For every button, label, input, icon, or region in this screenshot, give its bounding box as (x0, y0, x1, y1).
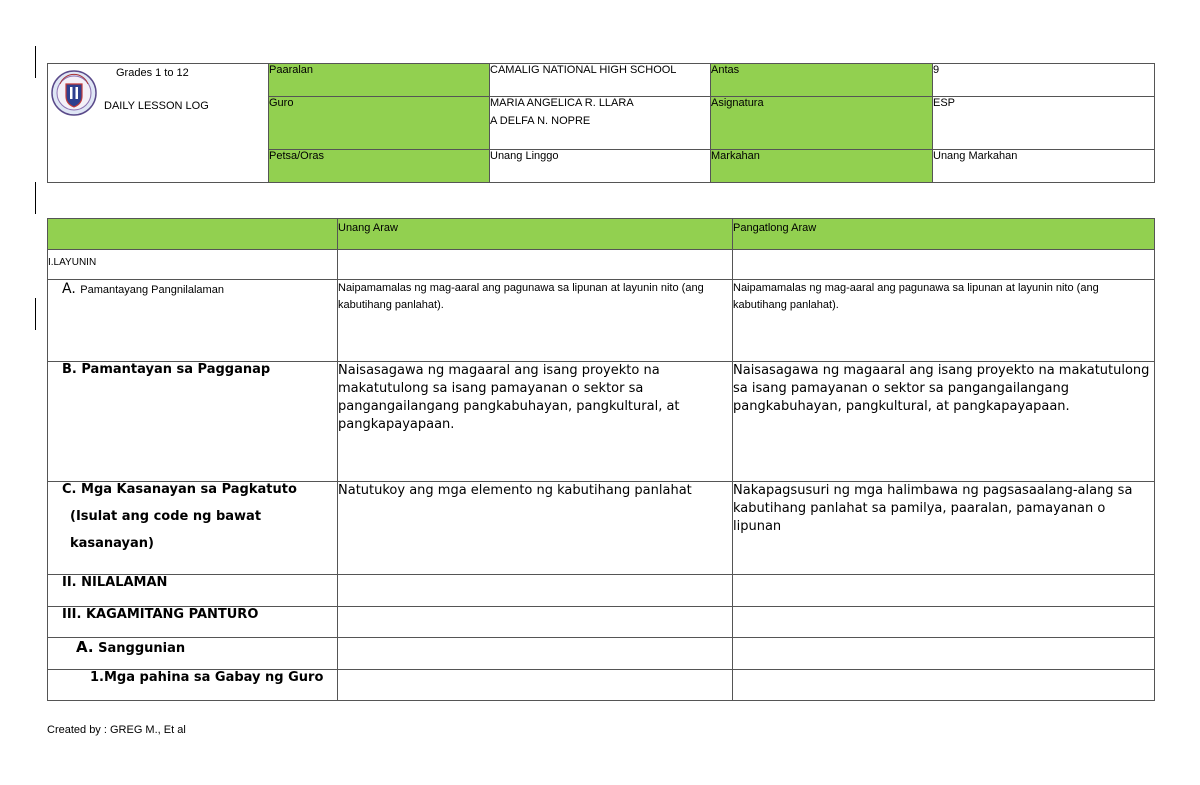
row-a-text: Pamantayang Pangnilalaman (80, 284, 224, 296)
sanggunian-letter: A. (76, 638, 94, 656)
layunin-heading: I.LAYUNIN (48, 250, 338, 280)
row-c-col2: Nakapagsusuri ng mga halimbawa ng pagsasaalang-alang sa kabutihang panlahat sa pamilya, paaralan, pamayanan o lipunan (733, 482, 1155, 575)
row-a-col1: Naipamamalas ng mag-aaral ang pagunawa sa lipunan at layunin nito (ang kabutihang panlahat). (338, 280, 733, 362)
row-a-letter: A. (62, 281, 76, 297)
col-header-unang-araw: Unang Araw (338, 219, 733, 250)
guro-value-line-2: A DELFA N. NOPRE (490, 115, 591, 127)
kagamitan-col2 (733, 607, 1155, 638)
nilalaman-col2 (733, 575, 1155, 607)
guro-value (490, 97, 711, 150)
guro-label: Guro (269, 97, 490, 150)
sanggunian-heading (48, 638, 338, 670)
layunin-col2 (733, 250, 1155, 280)
row-c-title: C. Mga Kasanayan sa Pagkatuto (62, 482, 297, 497)
row-b-label: B. Pamantayan sa Pagganap (48, 362, 338, 482)
corner-header-cell (48, 219, 338, 250)
grades-label: Grades 1 to 12 (116, 67, 189, 79)
margin-mark (35, 182, 36, 214)
row-b-col1: Naisasagawa ng magaaral ang isang proyekto na makatutulong sa isang pamayanan o sektor sa pangangailangang pangkabuhayan, pangkultural, at pangkapayapaan. (338, 362, 733, 482)
asignatura-value: ESP (933, 97, 1155, 150)
lesson-table (47, 218, 1155, 701)
sanggunian-text: Sanggunian (98, 641, 186, 656)
petsa-label: Petsa/Oras (269, 150, 490, 183)
row-a-col2: Naipamamalas ng mag-aaral ang pagunawa sa lipunan at layunin nito (ang kabutihang panlahat). (733, 280, 1155, 362)
daily-lesson-log-title: DAILY LESSON LOG (104, 100, 209, 112)
nilalaman-heading: II. NILALAMAN (48, 575, 338, 607)
asignatura-label: Asignatura (711, 97, 933, 150)
sanggunian-col1 (338, 638, 733, 670)
petsa-value: Unang Linggo (490, 150, 711, 183)
gabay-col2 (733, 670, 1155, 701)
antas-value: 9 (933, 64, 1155, 97)
row-c-subtitle-2: kasanayan) (70, 536, 154, 551)
antas-label: Antas (711, 64, 933, 97)
row-c-label (48, 482, 338, 575)
row-a-label (48, 280, 338, 362)
markahan-value: Unang Markahan (933, 150, 1155, 183)
created-by-footer: Created by : GREG M., Et al (47, 724, 186, 736)
nilalaman-col1 (338, 575, 733, 607)
paaralan-label: Paaralan (269, 64, 490, 97)
guro-value-line-1: MARIA ANGELICA R. LLARA (490, 97, 634, 109)
row-b-col2: Naisasagawa ng magaaral ang isang proyekto na makatutulong sa isang pamayanan o sektor sa pangangailangang pangkabuhayan, pangkultural, at pangkapayapaan. (733, 362, 1155, 482)
sanggunian-col2 (733, 638, 1155, 670)
kagamitan-col1 (338, 607, 733, 638)
row-c-col1: Natutukoy ang mga elemento ng kabutihang panlahat (338, 482, 733, 575)
margin-mark (35, 46, 36, 78)
paaralan-value: CAMALIG NATIONAL HIGH SCHOOL (490, 64, 711, 97)
margin-mark (35, 298, 36, 330)
deped-seal-icon (51, 70, 97, 116)
markahan-label: Markahan (711, 150, 933, 183)
col-header-pangatlong-araw: Pangatlong Araw (733, 219, 1155, 250)
header-table (47, 63, 1155, 183)
kagamitan-heading: III. KAGAMITANG PANTURO (48, 607, 338, 638)
gabay-col1 (338, 670, 733, 701)
gabay-heading: 1.Mga pahina sa Gabay ng Guro (48, 670, 338, 701)
row-c-subtitle-1: (Isulat ang code ng bawat (70, 509, 262, 524)
layunin-col1 (338, 250, 733, 280)
